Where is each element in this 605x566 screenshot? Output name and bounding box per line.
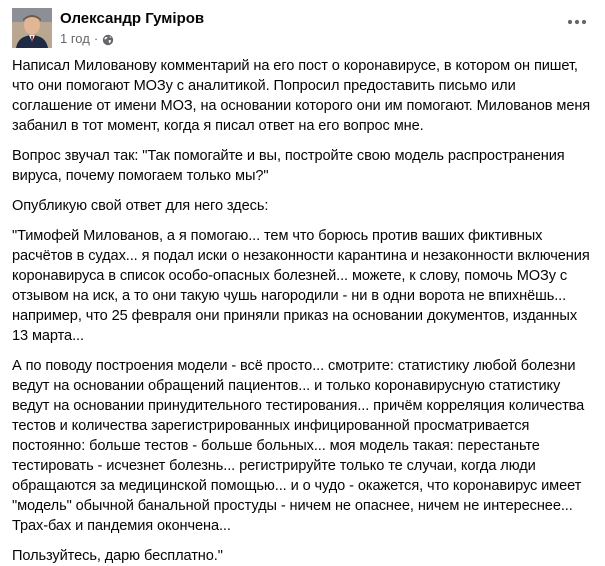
post-paragraph: Вопрос звучал так: "Так помогайте и вы, постройте свою модель распространения вируса, почему помогаем только мы?" [12,148,565,184]
post-paragraph: Пользуйтесь, дарю бесплатно." [12,548,223,564]
post-body [12,56,593,566]
post-paragraph: А по поводу построения модели - всё просто... смотрите: статистику любой болезни ведут на основании обращений пациентов... и только коронавирусную статистику ведут на основании принудительного тестирования... причём корреляция количества тестов и количества зарегистрированных инфицированной просматривается постоянно: больше тестов - больше больных... моя модель такая: перестаньте тестировать - исчезнет болезнь... регистрируйте только те случаи, когда люди обращаются за медицинской помощью... и о чудо - окажется, что коронавирус имеет "модель" обычной банальной простуды - ничем не опаснее, ничем не интереснее... Трах-бах и пандемия окончена... [12,358,585,534]
post-meta [60,30,204,47]
author-name[interactable]: Олександр Гуміров [60,10,205,27]
avatar[interactable] [12,8,52,48]
post-paragraph: "Тимофей Милованов, а я помогаю... тем что борюсь против ваших фиктивных расчётов в судах... я подал иски о незаконности карантина и незаконности включения коронавируса в список особо-опасных болезней... можете, к слову, помочь МОЗу с отзывом на иск, а то они такую чушь нагородили - ни в одни ворота не впихнёшь... например, что 25 февраля они приняли приказ на основании документов, изданных 13 марта... [12,228,590,344]
post-paragraph: Опубликую свой ответ для него здесь: [12,198,269,214]
post-time[interactable]: 1 год [60,31,90,46]
post-paragraph: Написал Милованову комментарий на его пост о коронавирусе, в котором он пишет, что они помогают МОЗу с аналитикой. Попросил предоставить письмо или соглашение от имени МОЗ, на основании которого они им помогают. Милованов меня забанил в тот момент, когда я писал ответ на его вопрос мне. [12,58,591,134]
more-options-button[interactable] [563,12,591,32]
author-block [60,8,204,47]
avatar-image [12,8,52,48]
meta-separator: · [93,31,99,46]
globe-icon[interactable] [102,33,114,45]
more-options-icon [567,19,587,25]
post-header [12,8,593,52]
